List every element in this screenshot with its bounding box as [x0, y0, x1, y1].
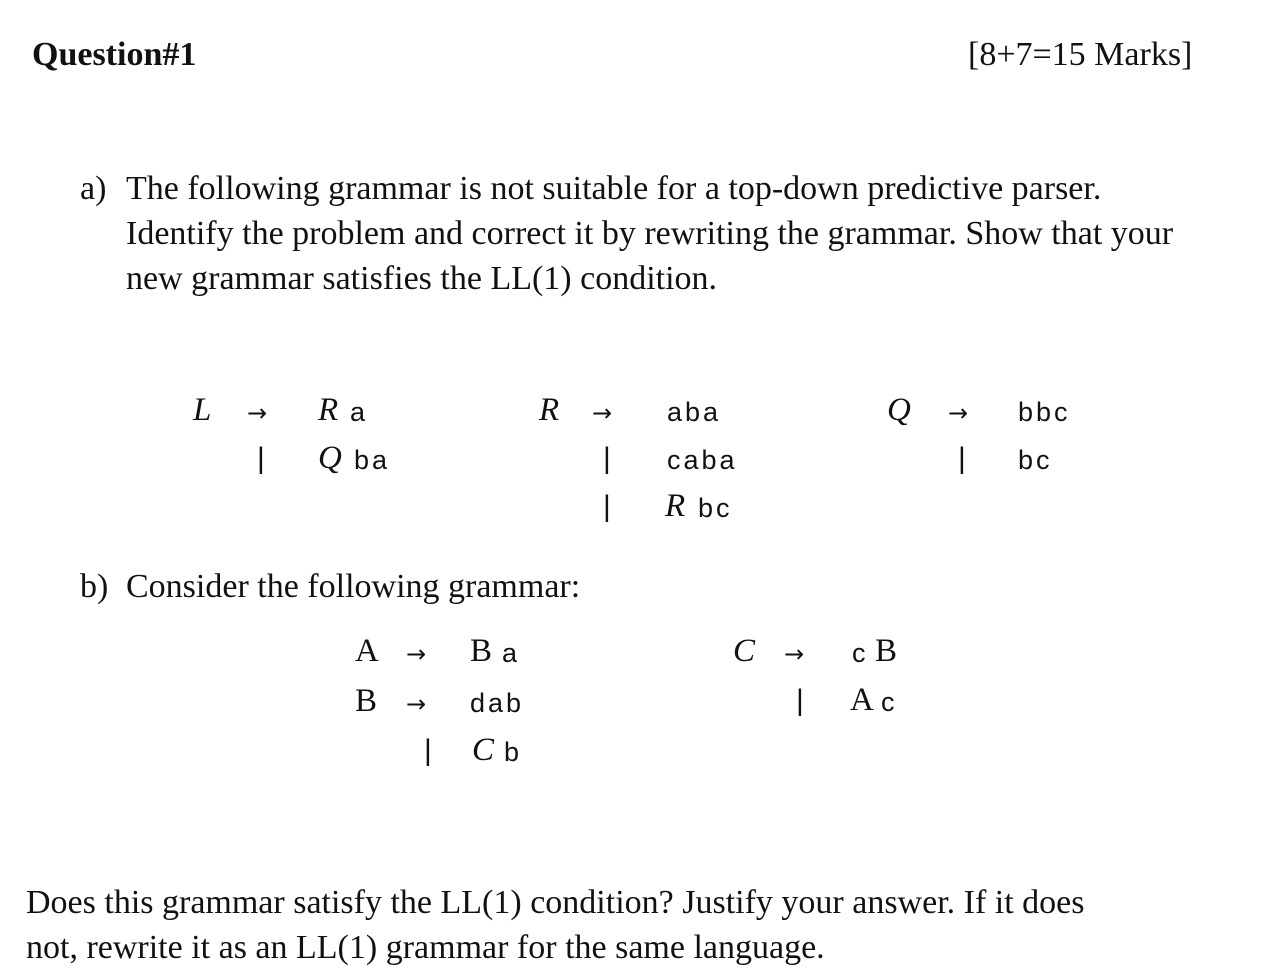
- rule-C-alt1-terminal: c: [852, 638, 869, 668]
- rule-B-alt2-terminal: b: [504, 737, 523, 767]
- part-b-question: [26, 880, 1085, 970]
- rule-A-alt1-nonterminal: B: [470, 633, 493, 669]
- part-a-label: a): [80, 170, 107, 207]
- rule-B-alt1-terminal: dab: [470, 688, 525, 718]
- rule-L-alt2-nonterminal: Q: [318, 440, 342, 476]
- rule-C-arrow: →: [784, 640, 805, 668]
- rule-R-alt1-terminal: aba: [667, 397, 722, 427]
- rule-L-arrow: →: [247, 399, 268, 427]
- rule-Q-lhs: Q: [887, 392, 911, 428]
- rule-C-alt2-terminal: c: [881, 687, 898, 717]
- rule-B-bar: |: [424, 734, 432, 767]
- rule-L-alt1-nonterminal: R: [318, 392, 339, 428]
- part-b-question-line-2: not, rewrite it as an LL(1) grammar for the same language.: [26, 929, 825, 966]
- part-b-question-line-1: Does this grammar satisfy the LL(1) condition? Justify your answer. If it does: [26, 884, 1085, 921]
- rule-R-lhs: R: [539, 392, 560, 428]
- rule-Q-arrow: →: [948, 399, 969, 427]
- rule-R-alt3-nonterminal: R: [665, 488, 686, 524]
- rule-R-alt3-terminal: bc: [698, 493, 733, 523]
- rule-A-arrow: →: [406, 640, 427, 668]
- rule-L-alt1-terminal: a: [350, 397, 369, 427]
- part-a-line-3: new grammar satisfies the LL(1) condition.: [126, 260, 718, 297]
- part-b-text: Consider the following grammar:: [126, 568, 581, 605]
- rule-A-lhs: A: [355, 633, 379, 669]
- rule-B-alt2-nonterminal: C: [472, 732, 495, 768]
- rule-R-alt2-terminal: caba: [667, 445, 738, 475]
- rule-Q-bar: |: [958, 442, 966, 475]
- rule-A-alt1-terminal: a: [502, 638, 521, 668]
- part-a-line-2: Identify the problem and correct it by rewriting the grammar. Show that your: [126, 215, 1174, 252]
- rule-B-lhs: B: [355, 683, 378, 719]
- rule-C-bar: |: [796, 684, 804, 717]
- rule-C-alt2-nonterminal: A: [850, 682, 874, 718]
- rule-C-lhs: C: [733, 633, 756, 669]
- rule-L-alt2-terminal: ba: [354, 445, 391, 475]
- rule-L-bar: |: [257, 442, 265, 475]
- part-b-label: b): [80, 568, 109, 605]
- rule-Q-alt1-terminal: bbc: [1018, 397, 1071, 427]
- rule-R-bar-2: |: [603, 490, 611, 523]
- rule-B-arrow: →: [406, 690, 427, 718]
- rule-R-arrow: →: [592, 399, 613, 427]
- part-a-line-1: The following grammar is not suitable for a top-down predictive parser.: [126, 170, 1102, 207]
- rule-R-bar-1: |: [603, 442, 611, 475]
- rule-C-alt1-nonterminal: B: [875, 633, 898, 669]
- rule-L-lhs: L: [193, 392, 212, 428]
- rule-Q-alt2-terminal: bc: [1018, 445, 1053, 475]
- question-title: Question#1: [32, 36, 197, 73]
- marks-label: [8+7=15 Marks]: [968, 36, 1193, 73]
